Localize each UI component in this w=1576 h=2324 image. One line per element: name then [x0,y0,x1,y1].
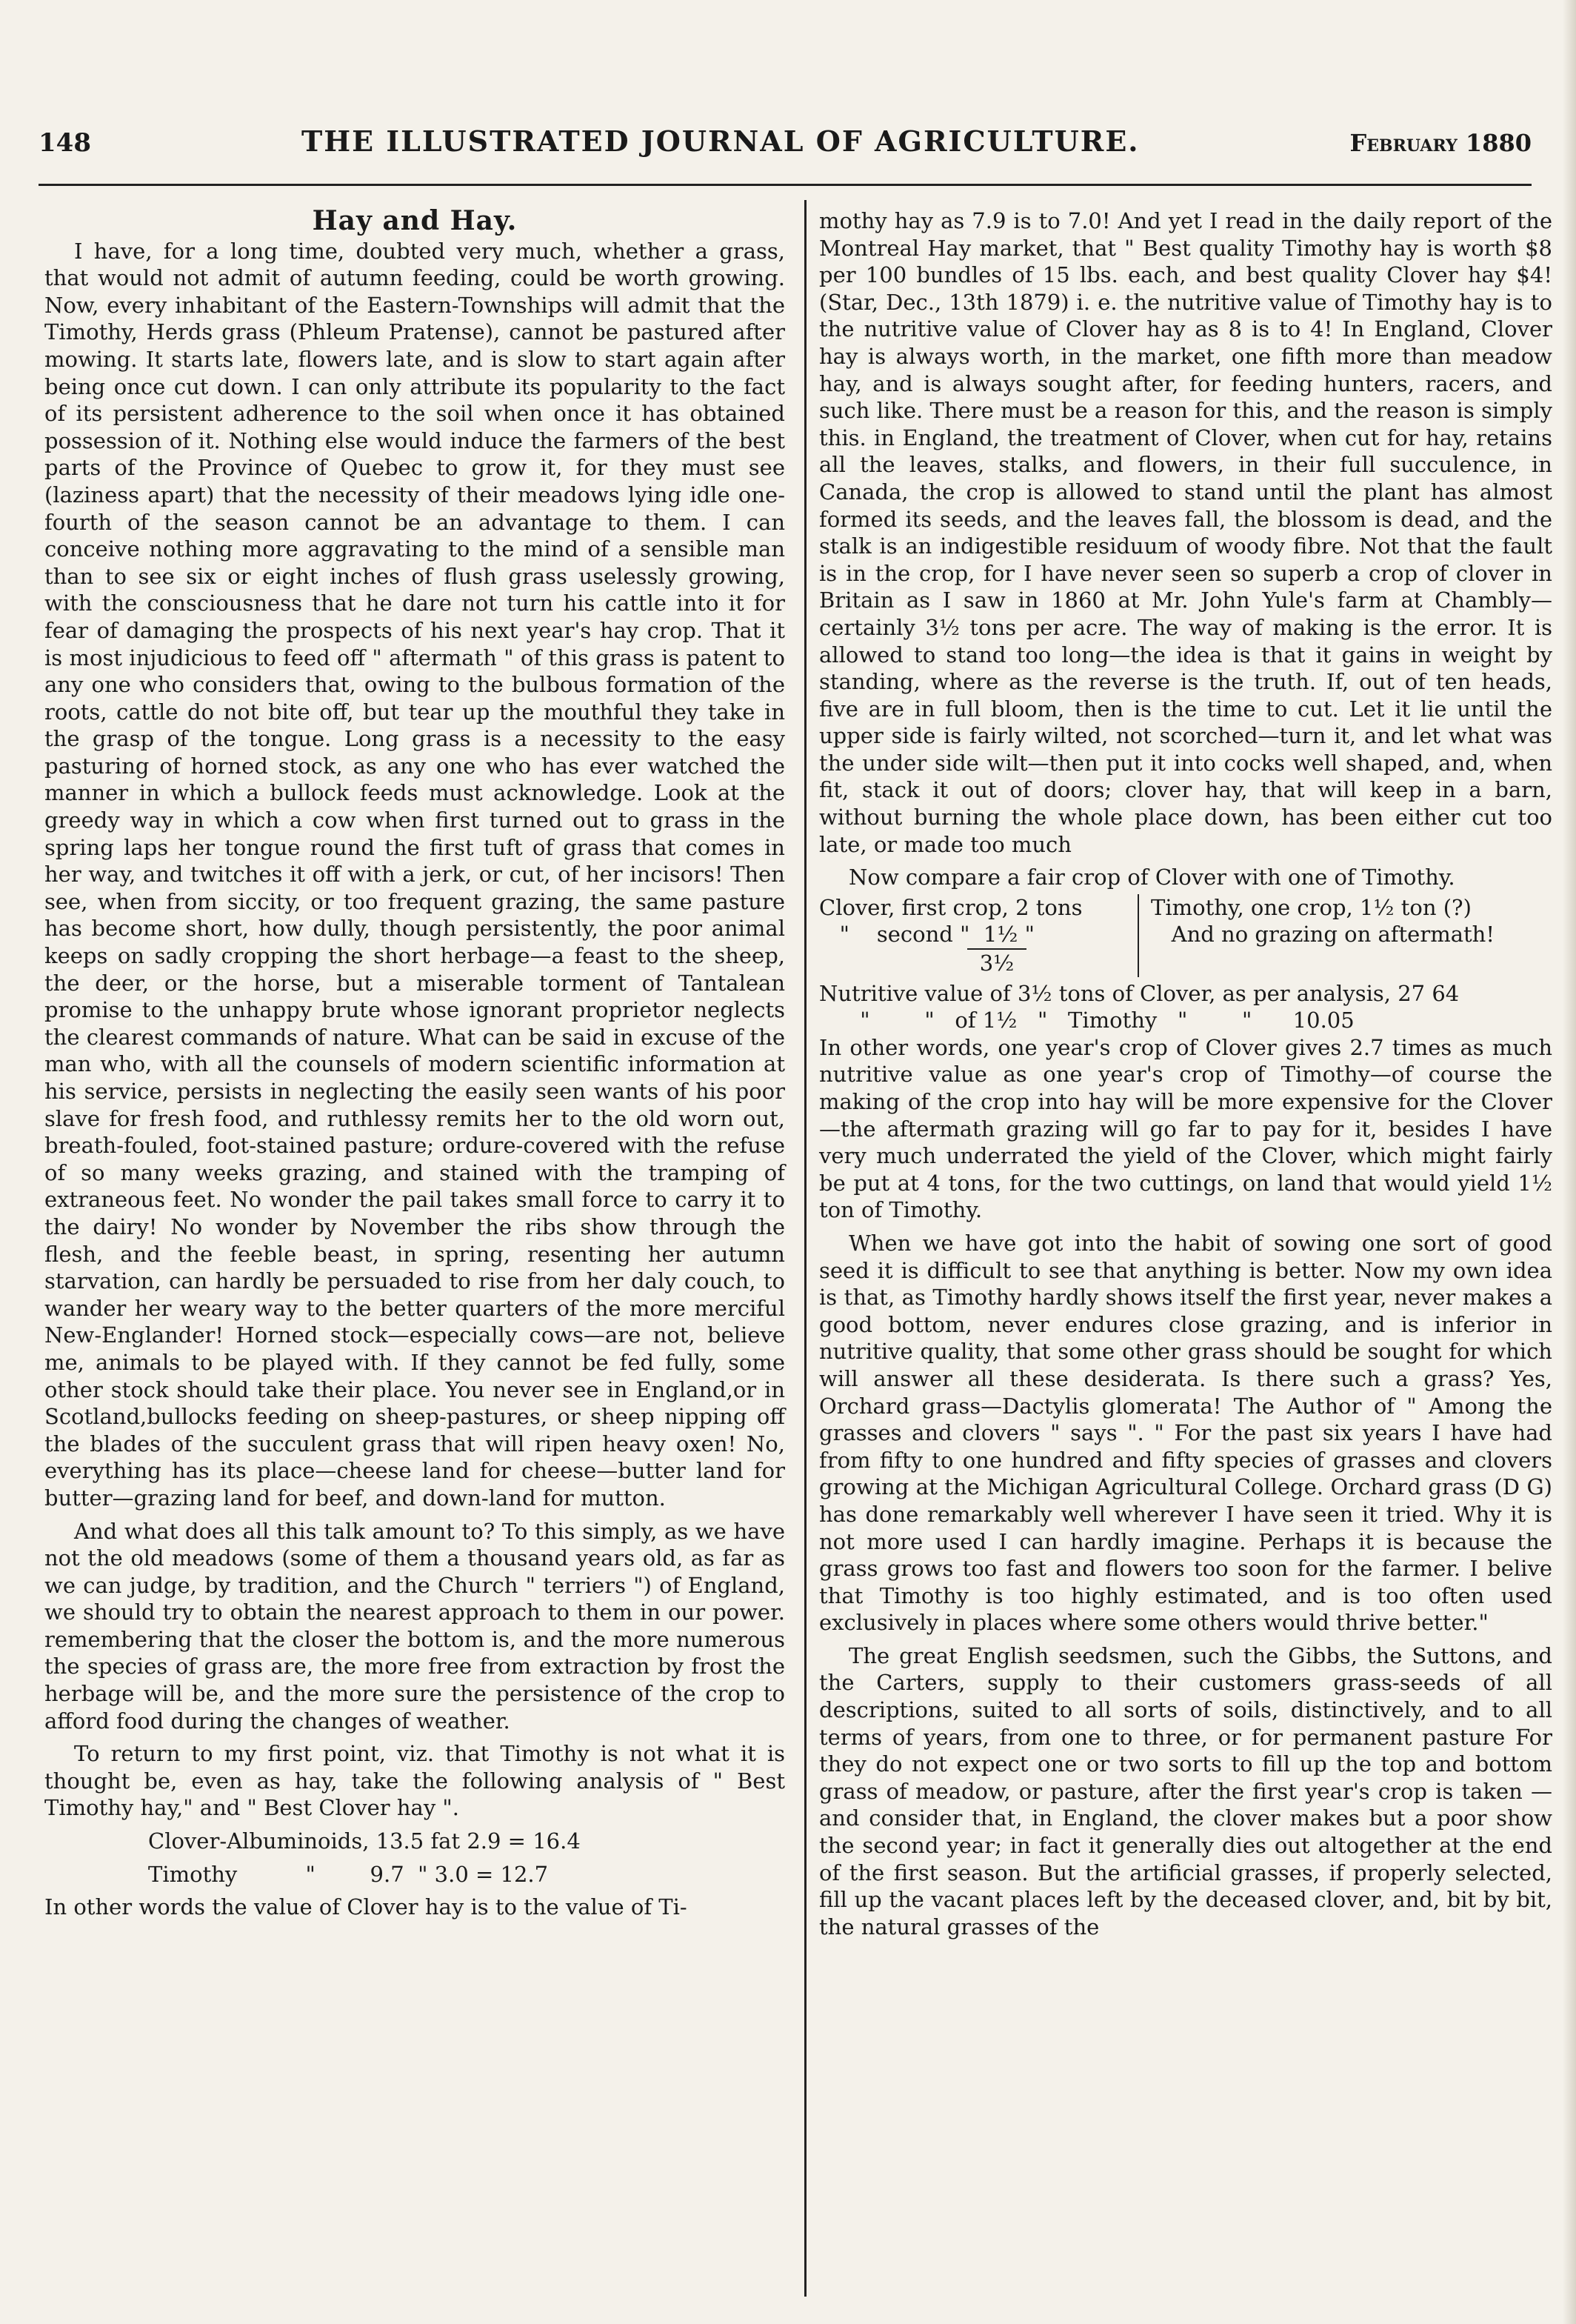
paragraph: When we have got into the habit of sowing one sort of good seed it is difficult to see that anything is better. Now my own idea is that, as Timothy hardly shows itself the first year, never makes a good bottom, never endures close grazing, and is inferior in nutritive quality, that some other grass should be sought for which will answer all these desiderata. Is there such a grass? Yes, Orchard grass—Dactylis glomerata! The Author of " Among the grasses and clovers " says ". " For the past six years I have had from fifty to one hundred and fifty species of grasses and clovers growing at the Michigan Agricultural College. Orchard grass (D G) has done remarkably well wherever I have seen it tried. Why it is not more used I can hardly imagine. Perhaps it is because the grass grows too fast and flowers too soon for the farmer. I belive that Timothy is too highly estimated, and is too often used exclusively in places where some others would thrive better." [819,1230,1552,1636]
page-header [39,124,1532,169]
paragraph-continued: In other words the value of Clover hay is to the value of Ti- [44,1894,687,1920]
left-column [44,207,785,1921]
paragraph: In other words, one year's crop of Clover gives 2.7 times as much nutritive value as one year's crop of Timothy—of course the making of the crop into hay will be more expensive for the Clover—the aftermath grazing will go far to pay for it, besides I have very much underrated the yield of the Clover, which might fairly be put at 4 tons, for the two cuttings, on land that would yield 1½ ton of Timothy. [819,1034,1552,1223]
paragraph: To return to my first point, viz. that Timothy is not what it is thought be, even as hay, take the following analysis of " Best Timothy hay," and " Best Clover hay ". [44,1741,785,1821]
right-column [819,207,1552,1940]
header-rule [39,184,1532,186]
analysis-timothy: Timothy " 9.7 " 3.0 = 12.7 [148,1861,549,1887]
paragraph: And what does all this talk amount to? To this simply, as we have not the old meadows (some of them a thousand years old, as far as we can judge, by tradition, and the Church " terriers ") of England, we should try to obtain the nearest approach to them in our power. remembering that the closer the bottom is, and the more numerous the species of grass are, the more free from extraction by frost the herbage will be, and the more sure the persistence of the crop to afford food during the changes of weather. [44,1518,785,1734]
journal-title: THE ILLUSTRATED JOURNAL OF AGRICULTURE. [301,124,1140,158]
comparison-clover [819,894,1139,977]
article-title: Hay and Hay. [312,205,518,236]
comparison-timothy-note: And no grazing on aftermath! [1151,922,1495,948]
comparison-timothy [1139,894,1552,977]
issue-date: February 1880 [1349,129,1532,157]
compare-intro: Now compare a fair crop of Clover with one of Timothy. [849,865,1455,890]
paragraph: The great English seedsmen, such the Gibbs, the Suttons, and the Carters, supply to their customers grass-seeds of all descriptions, suited to all sorts of soils, distinctively, and to all terms of years, from one to three, or for permanent pasture For they do not expect one or two sorts to fill up the top and bottom grass of meadow, or pasture, after the first year's crop is taken — and consider that, in England, the clover makes but a poor show the second year; in fact it generally dies out altogether at the end of the first season. But the artificial grasses, if properly selected, fill up the vacant places left by the deceased clover, and, bit by bit, the natural grasses of the [819,1642,1552,1940]
comparison-timothy-crop: Timothy, one crop, 1½ ton (?) [1151,894,1472,920]
nutritive-value-timothy: " " of 1½ " Timothy " " 10.05 [819,1008,1355,1033]
page-edge-shadow [1563,0,1576,2324]
comparison-clover-second: " second " 1½ " [819,922,1035,948]
page-number: 148 [39,128,91,158]
column-divider [804,200,807,2297]
analysis-clover: Clover-Albuminoids, 13.5 fat 2.9 = 16.4 [148,1828,581,1854]
nutritive-value-clover: Nutritive value of 3½ tons of Clover, as per analysis, 27 64 [819,980,1460,1006]
comparison-table [819,894,1552,977]
paragraph: I have, for a long time, doubted very much, whether a grass, that would not admit of autumn feeding, could be worth growing. Now, every inhabitant of the Eastern-Townships will admit that the Timothy, Herds grass (Phleum Pratense), cannot be pastured after mowing. It starts late, flowers late, and is slow to start again after being once cut down. I can only attribute its popularity to the fact of its persistent adherence to the soil when once it has obtained possession of it. Nothing else would induce the farmers of the best parts of the Province of Quebec to grow it, for they must see (laziness apart) that the necessity of their meadows lying idle one-fourth of the season cannot be an advantage to them. I can conceive nothing more aggravating to the mind of a sensible man than to see six or eight inches of flush grass uselessly growing, with the consciousness that he dare not turn his cattle into it for fear of damaging the prospects of his next year's hay crop. That it is most injudicious to feed off " aftermath " of this grass is patent to any one who considers that, owing to the bulbous formation of the roots, cattle do not bite off, but tear up the mouthful they take in the grasp of the tongue. Long grass is a necessity to the easy pasturing of horned stock, as any one who has ever watched the manner in which a bullock feeds must acknowledge. Look at the greedy way in which a cow when first turned out to grass in the spring laps her tongue round the first tuft of grass that comes in her way, and twitches it off with a jerk, or cut, of her incisors! Then see, when from siccity, or too frequent grazing, the same pasture has become short, how dully, though persistently, the poor animal keeps on sadly cropping the short herbage—a feast to the sheep, the deer, or the horse, but a miserable torment of Tantalean promise to the unhappy brute whose ignorant proprietor neglects the clearest commands of nature. What can be said in excuse of the man who, with all the counsels of modern scientific information at his service, persists in neglecting the easily seen wants of his poor slave for fresh food, and ruthlessy remits her to the old worn out, breath-fouled, foot-stained pasture; ordure-covered with the refuse of so many weeks grazing, and stained with the tramping of extraneous feet. No wonder the pail takes small force to carry it to the dairy! No wonder by November the ribs show through the flesh, and the feeble beast, in spring, resenting her autumn starvation, can hardly be persuaded to rise from her daly couch, to wander her weary way to the better quarters of the more merciful New-Englander! Horned stock—especially cows—are not, believe me, animals to be played with. If they cannot be fed fully, some other stock should take their place. You never see in England,or in Scotland,bullocks feeding on sheep-pastures, or sheep nipping off the blades of the succulent grass that will ripen heavy oxen! No, everything has its place—cheese land for cheese—butter land for butter—grazing land for beef, and down-land for mutton. [44,238,785,1511]
paragraph: mothy hay as 7.9 is to 7.0! And yet I read in the daily report of the Montreal Hay market, that " Best quality Timothy hay is worth $8 per 100 bundles of 15 lbs. each, and best quality Clover hay $4! (Star, Dec., 13th 1879) i. e. the nutritive value of Timothy hay is to the nutritive value of Clover hay as 8 is to 4! In England, Clover hay is always worth, in the market, one fifth more than meadow hay, and is always sought after, for feeding hunters, racers, and such like. There must be a reason for this, and the reason is simply this. in England, the treatment of Clover, when cut for hay, retains all the leaves, stalks, and flowers, in their full succulence, in Canada, the crop is allowed to stand until the plant has almost formed its seeds, and the leaves fall, the blossom is dead, and the stalk is an indigestible residuum of woody fibre. Not that the fault is in the crop, for I have never seen so superb a crop of clover in Britain as I saw in 1860 at Mr. John Yule's farm at Chambly—certainly 3½ tons per acre. The way of making is the error. It is allowed to stand too long—the idea is that it gains in weight by standing, where as the reverse is the truth. If, out of ten heads, five are in full bloom, then is the time to cut. Let it lie until the upper side is fairly wilted, not scorched—turn it, and let what was the under side wilt—then put it into cocks well shaped, and, when fit, stack it out of doors; clover hay, that will keep in a barn, without burning the whole place down, has been either cut too late, or made too much [819,208,1552,857]
comparison-clover-first: Clover, first crop, 2 tons [819,894,1083,920]
comparison-clover-total: 3½ [967,948,1026,977]
